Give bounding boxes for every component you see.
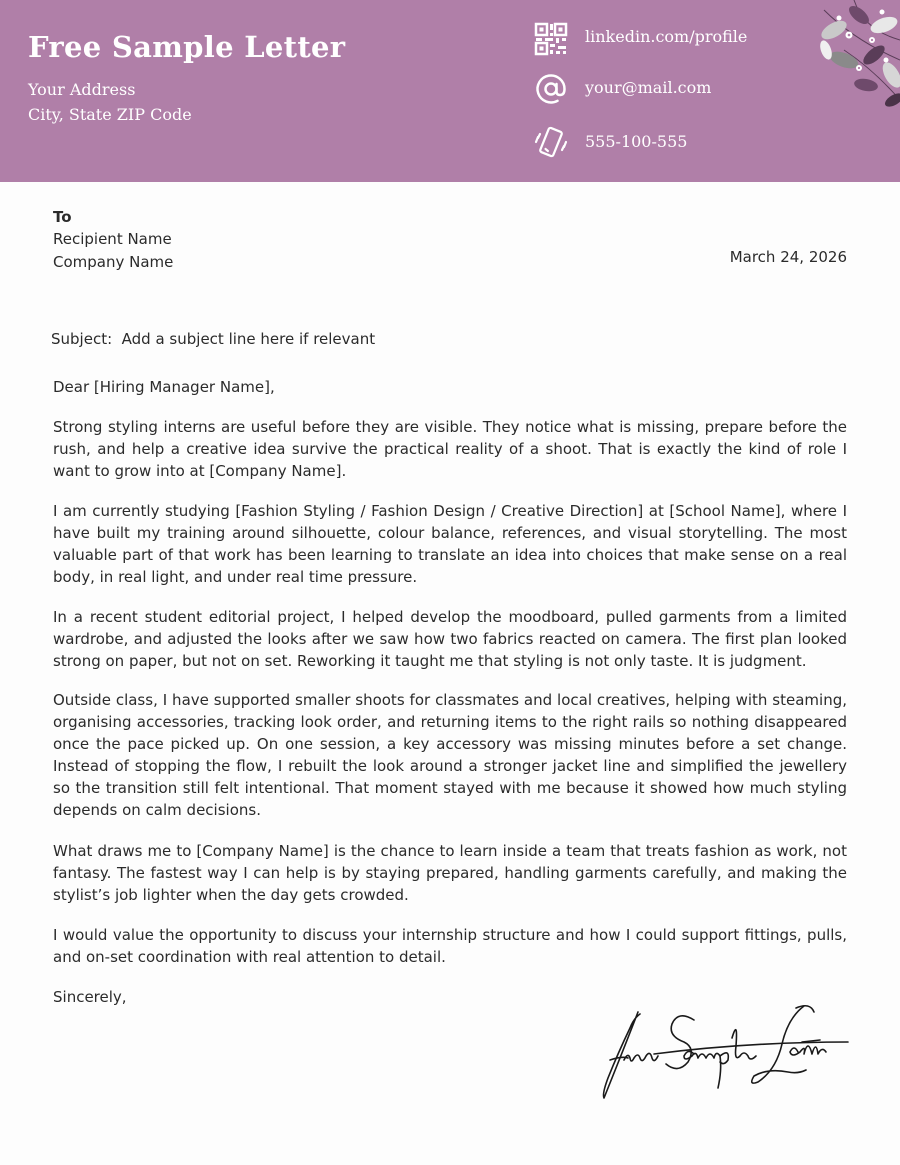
body-paragraph-4: Outside class, I have supported smaller shoots for classmates and local creatives, helping with steaming, organising accessories, tracking look order, and returning items to the right rails so nothing disappeared once the pace picked up. On one session, a key accessory was missing minutes before a set change. Instead of stopping the flow, I rebuilt the look around a stronger jacket line and simplified the jewellery so the transition still felt intentional. That moment stayed with me because it showed how much styling depends on calm decisions. <box>53 691 847 819</box>
to-label: To <box>53 208 72 226</box>
recipient-company: Company Name <box>53 253 174 271</box>
salutation: Dear [Hiring Manager Name], <box>53 378 275 396</box>
letter-title: Free Sample Letter <box>28 30 346 64</box>
body-paragraph-3: In a recent student editorial project, I helped develop the moodboard, pulled garments from a limited wardrobe, and adjusted the looks after we saw how two fabrics reacted on camera. The first plan looked strong on paper, but not on set. Reworking it taught me that styling is not only taste. It is judgment. <box>53 608 847 670</box>
body-paragraph-6: I would value the opportunity to discuss your internship structure and how I could support fittings, pulls, and on-set coordination with real attention to detail. <box>53 926 847 966</box>
letter-date: March 24, 2026 <box>729 248 847 266</box>
recipient-name: Recipient Name <box>53 230 172 248</box>
body-paragraph-2: I am currently studying [Fashion Styling / Fashion Design / Creative Direction] at [School Name], where I have built my training around silhouette, colour balance, references, and visual storytelling. The most valuable part of that work has been learning to translate an idea into choices that make sense on a real body, in real light, and under real time pressure. <box>53 502 847 586</box>
body-paragraph-5: What draws me to [Company Name] is the chance to learn inside a team that treats fashion as work, not fantasy. The fastest way I can help is by staying prepared, handling garments carefully, and making the stylist’s job lighter when the day gets crowded. <box>53 842 847 904</box>
at-sign-icon <box>534 72 568 106</box>
floral-decoration <box>814 0 900 110</box>
handwritten-signature <box>598 998 850 1104</box>
body-paragraph-1: Strong styling interns are useful before they are visible. They notice what is missing, prepare before the rush, and help a creative idea survive the practical reality of a shoot. That is exactly the kind of role I want to grow into at [Company Name]. <box>53 418 847 480</box>
email-text: your@mail.com <box>585 78 712 97</box>
phone-text: 555-100-555 <box>585 132 688 151</box>
phone-icon <box>534 125 568 159</box>
letter-header <box>0 0 900 182</box>
sender-address-line-2: City, State ZIP Code <box>28 105 192 124</box>
qr-code-icon <box>534 22 568 56</box>
linkedin-text: linkedin.com/profile <box>585 27 748 46</box>
sender-address-line-1: Your Address <box>28 80 136 99</box>
subject-line: Subject: Add a subject line here if relevant <box>51 330 376 348</box>
closing: Sincerely, <box>53 988 127 1006</box>
